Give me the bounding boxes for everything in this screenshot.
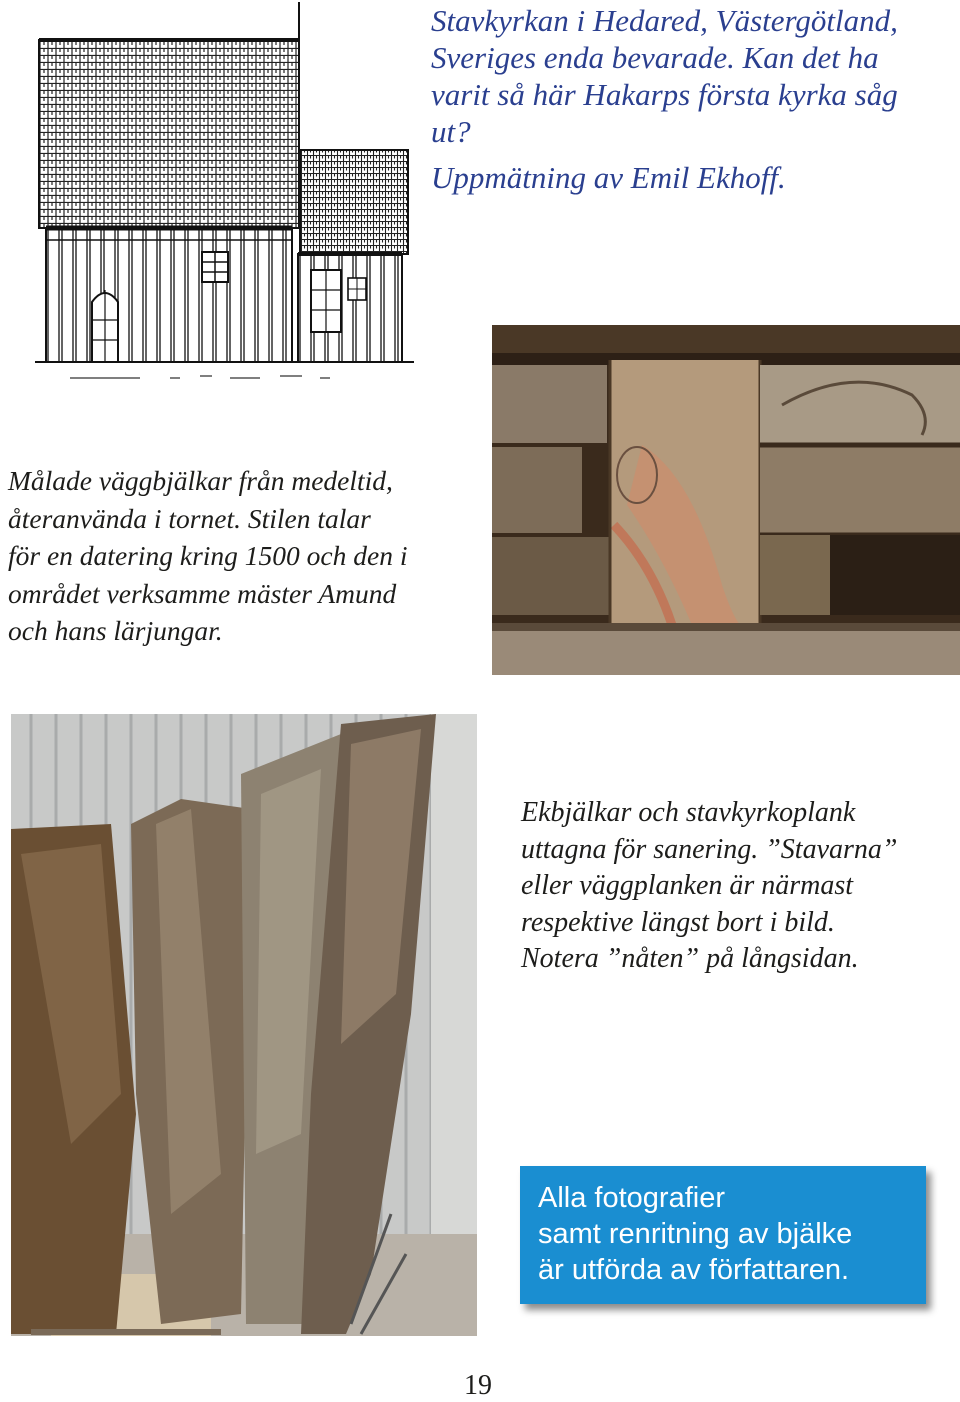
caption-line: varit så här Hakarps första kyrka såg <box>431 77 898 112</box>
painted-beams-photo <box>492 325 960 675</box>
caption-line: Målade väggbjälkar från medeltid, <box>8 465 393 496</box>
credit-line: samt renritning av bjälke <box>538 1218 853 1250</box>
caption-line: Ekbjälkar och stavkyrkoplank <box>521 797 856 828</box>
caption-line: eller väggplanken är närmast <box>521 870 854 901</box>
caption-line: området verksamme mäster Amund <box>8 577 397 609</box>
oak-planks-photo <box>11 714 477 1336</box>
caption-line: för en datering kring 1500 och den i <box>8 540 408 571</box>
credit-line: är utförda av författaren. <box>538 1254 850 1286</box>
caption-line: uttagna för sanering. ”Stavarna” <box>521 833 898 865</box>
beams-caption <box>8 462 488 650</box>
page-number <box>0 1370 960 1402</box>
photo-credit-box <box>520 1166 926 1304</box>
caption-line: och hans lärjungar. <box>8 615 223 646</box>
caption-line: Sveriges enda bevarade. Kan det ha <box>431 40 879 75</box>
caption-line: återanvända i tornet. Stilen talar <box>8 502 371 534</box>
caption-line: ut? <box>431 114 471 149</box>
church-elevation-drawing <box>30 0 420 390</box>
drawing-credit: Uppmätning av Emil Ekhoff. <box>431 160 786 195</box>
caption-line: Notera ”nåten” på långsidan. <box>521 943 859 974</box>
credit-line: Alla fotografier <box>538 1182 725 1214</box>
planks-caption <box>521 795 957 978</box>
church-caption <box>431 2 957 196</box>
page-number-text: 19 <box>464 1370 492 1401</box>
caption-line: Stavkyrkan i Hedared, Västergötland, <box>431 3 898 38</box>
caption-line: respektive längst bort i bild. <box>521 906 835 938</box>
